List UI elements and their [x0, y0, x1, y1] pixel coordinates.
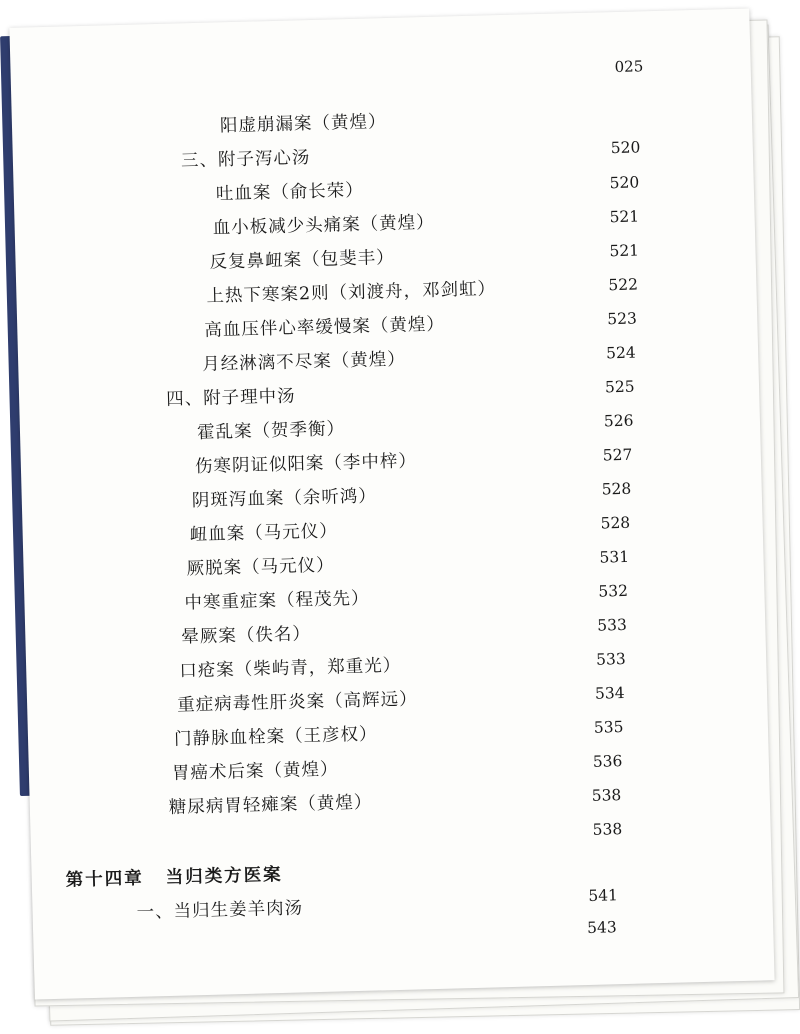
toc-entry-page: 528 [600, 513, 631, 533]
toc-entry-title: 糖尿病胃轻瘫案（黄煌） [168, 792, 373, 818]
toc-entry-title: 三、附子泻心汤 [180, 148, 311, 172]
toc-entry-page: 526 [603, 411, 634, 431]
toc-entry-title: 月经淋漓不尽案（黄煌） [202, 349, 406, 375]
toc-entry-page: 528 [601, 479, 632, 499]
toc-entry-title: 晕厥案（佚名） [181, 624, 312, 648]
toc-entry-title: 伤寒阴证似阳案（李中梓） [194, 451, 418, 478]
toc-entry-page: 521 [609, 207, 640, 227]
section-page: 543 [586, 918, 617, 938]
chapter-title: 当归类方医案 [165, 864, 283, 889]
toc-entry-page: 536 [592, 752, 623, 771]
toc-entry-page: 520 [609, 173, 640, 193]
toc-entry-page: 521 [609, 241, 640, 261]
toc-entry-title: 胃癌术后案（黄煌） [171, 759, 339, 784]
toc-trailing-page: 538 [592, 820, 623, 839]
toc-entry-title: 四、附子理中汤 [165, 386, 296, 410]
toc-entry-title: 高血压伴心率缓慢案（黄煌） [204, 314, 446, 341]
toc-entry-title: 吐血案（俞长荣） [215, 180, 365, 205]
toc-entry-title: 阳虚崩漏案（黄煌） [219, 112, 387, 137]
toc-entry-title: 厥脱案（马元仪） [186, 555, 335, 580]
section-title: 一、当归生姜羊肉汤 [136, 898, 304, 923]
toc-entry-title: 重症病毒性肝炎案（高辉远） [176, 689, 418, 716]
toc-entry-title: 中寒重症案（程茂先） [184, 588, 370, 614]
toc-entry-page: 523 [607, 309, 638, 329]
chapter-heading [65, 861, 283, 892]
toc-entry-title: 阴斑泻血案（余听鸿） [191, 486, 378, 512]
toc-entry-page: 524 [605, 343, 636, 363]
toc-entry-title: 霍乱案（贺季衡） [196, 419, 346, 444]
toc-entry-title: 口疮案（柴屿青，郑重光） [179, 655, 402, 682]
chapter-label: 第十四章 [65, 868, 144, 891]
toc-entry-page: 538 [591, 786, 622, 805]
toc-entry-page: 522 [608, 275, 639, 295]
toc-entry-page: 535 [593, 718, 624, 737]
toc-entry-page: 532 [598, 581, 629, 601]
chapter-page: 541 [588, 886, 619, 905]
toc-entry-page: 527 [602, 445, 633, 465]
toc-entry-title: 上热下寒案2则（刘渡舟，邓剑虹） [206, 279, 497, 307]
toc-entry-page: 533 [597, 615, 628, 635]
toc-page [9, 8, 774, 999]
toc-entry-page: 520 [610, 138, 641, 158]
toc-entry-page: 534 [594, 683, 625, 703]
page-number: 025 [614, 57, 644, 77]
toc-entry-page: 525 [604, 377, 635, 397]
toc-entry-title: 衄血案（马元仪） [189, 521, 338, 546]
toc-entry-page: 533 [595, 649, 626, 669]
toc-entry-title: 门静脉血栓案（王彦权） [173, 724, 378, 750]
toc-entry-page: 531 [599, 547, 630, 567]
toc-entry-title: 血小板减少头痛案（黄煌） [212, 212, 435, 239]
toc-entry-title: 反复鼻衄案（包斐丰） [209, 247, 395, 273]
